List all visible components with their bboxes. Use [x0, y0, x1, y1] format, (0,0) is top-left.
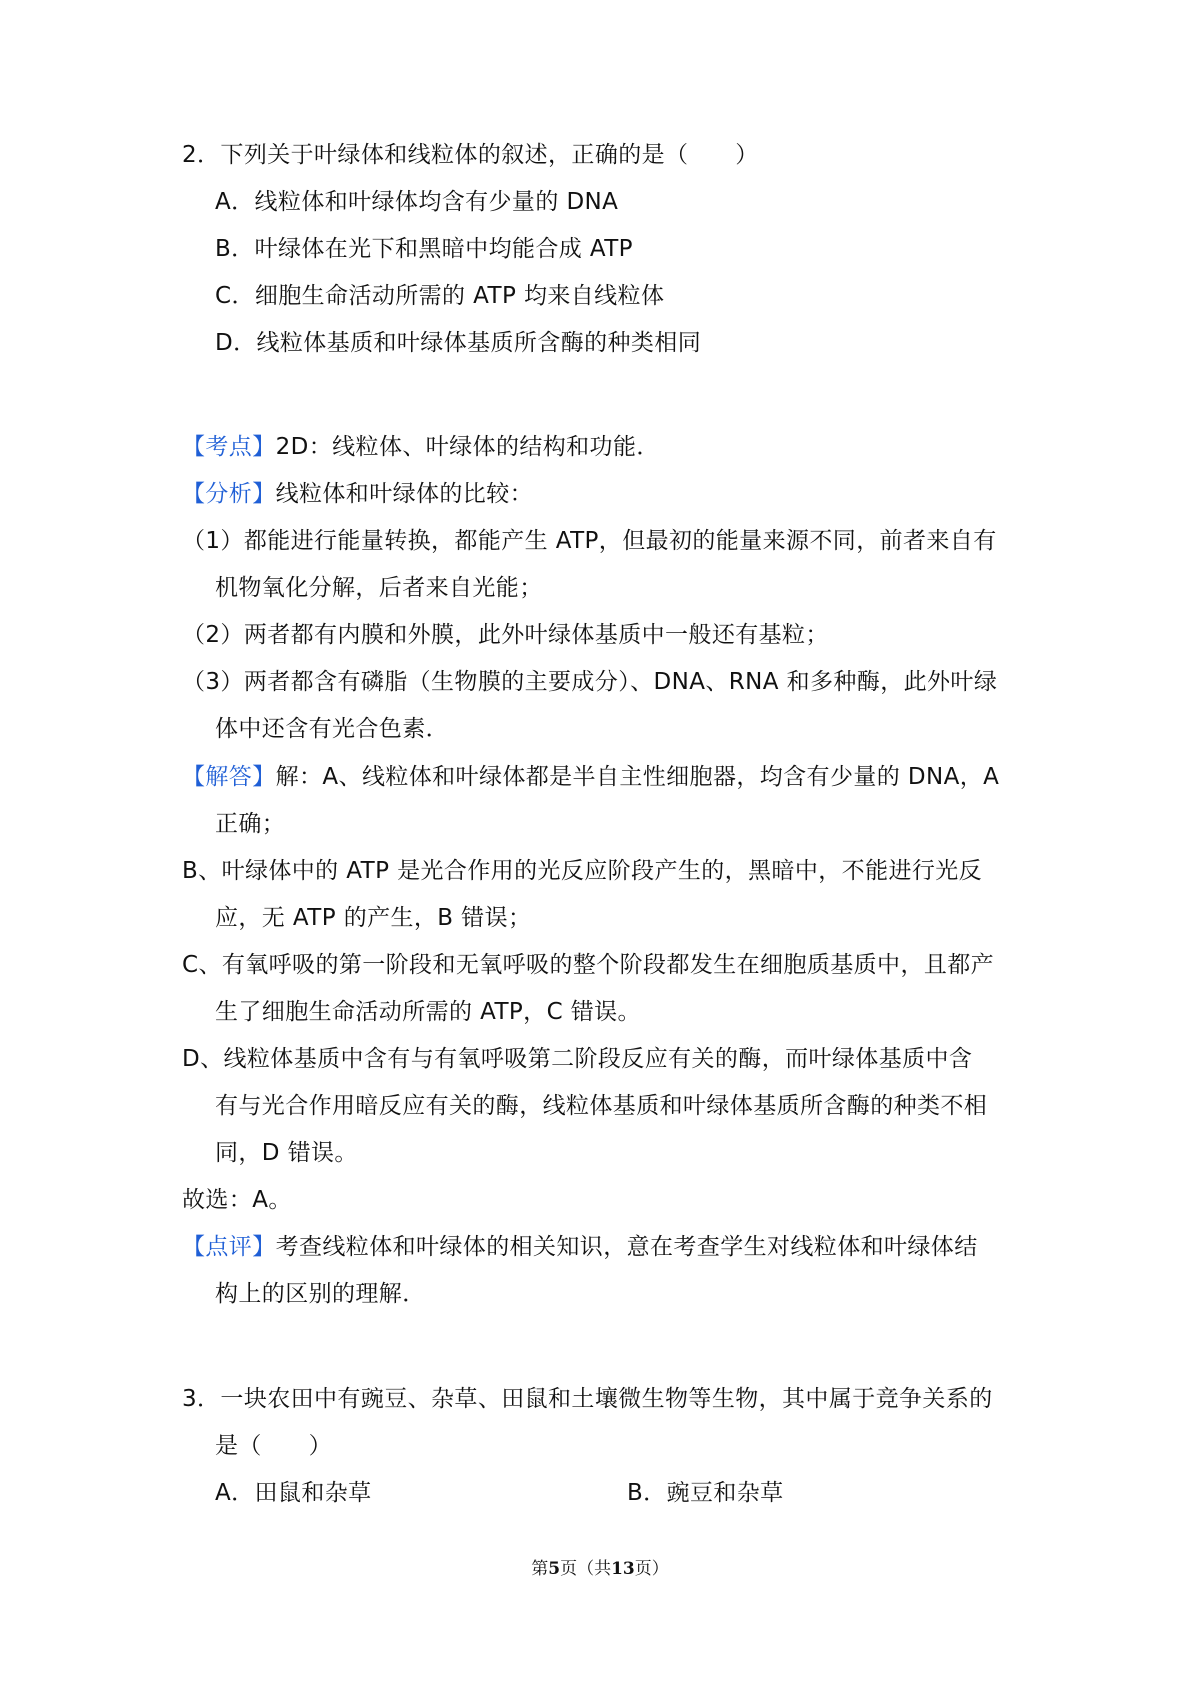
fenxi-point-1: （1）都能进行能量转换，都能产生 ATP，但最初的能量来源不同，前者来自有: [182, 528, 997, 554]
question-3-option-b: B．豌豆和杂草: [627, 1480, 784, 1506]
question-3-stem-cont: 是（ ）: [215, 1433, 332, 1459]
dianping-tag: 【点评】: [182, 1234, 276, 1260]
fenxi-line: [182, 478, 533, 510]
fenxi-text: 线粒体和叶绿体的比较：: [275, 481, 534, 507]
footer-prefix: 第: [531, 1559, 549, 1579]
question-2-option-a: A．线粒体和叶绿体均含有少量的 DNA: [215, 189, 619, 215]
kaodian-line: [182, 431, 660, 463]
question-2-option-b: B．叶绿体在光下和黑暗中均能合成 ATP: [215, 236, 633, 262]
page-footer: [0, 1557, 1200, 1581]
dianping-cont: 构上的区别的理解．: [215, 1281, 426, 1307]
question-2-option-d: D．线粒体基质和叶绿体基质所含酶的种类相同: [215, 330, 702, 356]
dianping-text: 考查线粒体和叶绿体的相关知识，意在考查学生对线粒体和叶绿体结: [275, 1234, 978, 1260]
jieda-b: B、叶绿体中的 ATP 是光合作用的光反应阶段产生的，黑暗中，不能进行光反: [182, 858, 983, 884]
dianping-line: [182, 1231, 978, 1263]
jieda-a-text: 解：A、线粒体和叶绿体都是半自主性细胞器，均含有少量的 DNA，A: [275, 764, 1000, 790]
fenxi-point-3-cont: 体中还含有光合色素．: [215, 716, 449, 742]
fenxi-point-3: （3）两者都含有磷脂（生物膜的主要成分）、DNA、RNA 和多种酶，此外叶绿: [182, 669, 998, 695]
jieda-line: [182, 761, 999, 793]
question-3-stem: 3．一块农田中有豌豆、杂草、田鼠和土壤微生物等生物，其中属于竞争关系的: [182, 1386, 993, 1412]
question-3-option-a: A．田鼠和杂草: [215, 1480, 372, 1506]
jieda-b-cont: 应，无 ATP 的产生，B 错误；: [215, 905, 532, 931]
jieda-tag: 【解答】: [182, 764, 276, 790]
footer-page-number: 5: [548, 1559, 561, 1579]
jieda-d: D、线粒体基质中含有与有氧呼吸第二阶段反应有关的酶，而叶绿体基质中含: [182, 1046, 973, 1072]
jieda-c-cont: 生了细胞生命活动所需的 ATP，C 错误。: [215, 999, 641, 1025]
footer-total-pages: 13: [611, 1559, 635, 1579]
fenxi-point-1-cont: 机物氧化分解，后者来自光能；: [215, 575, 543, 601]
kaodian-tag: 【考点】: [182, 434, 276, 460]
question-2-stem: 2．下列关于叶绿体和线粒体的叙述，正确的是（ ）: [182, 142, 759, 168]
question-2-option-c: C．细胞生命活动所需的 ATP 均来自线粒体: [215, 283, 665, 309]
footer-suffix: 页）: [634, 1559, 669, 1579]
footer-middle: 页（共: [560, 1559, 612, 1579]
fenxi-tag: 【分析】: [182, 481, 276, 507]
final-answer: 故选：A。: [182, 1187, 292, 1213]
jieda-a-cont: 正确；: [215, 811, 286, 837]
jieda-d-cont-2: 同，D 错误。: [215, 1140, 358, 1166]
jieda-d-cont-1: 有与光合作用暗反应有关的酶，线粒体基质和叶绿体基质所含酶的种类不相: [215, 1093, 988, 1119]
kaodian-text: 2D：线粒体、叶绿体的结构和功能．: [275, 434, 660, 460]
fenxi-point-2: （2）两者都有内膜和外膜，此外叶绿体基质中一般还有基粒；: [182, 622, 829, 648]
jieda-c: C、有氧呼吸的第一阶段和无氧呼吸的整个阶段都发生在细胞质基质中，且都产: [182, 952, 995, 978]
